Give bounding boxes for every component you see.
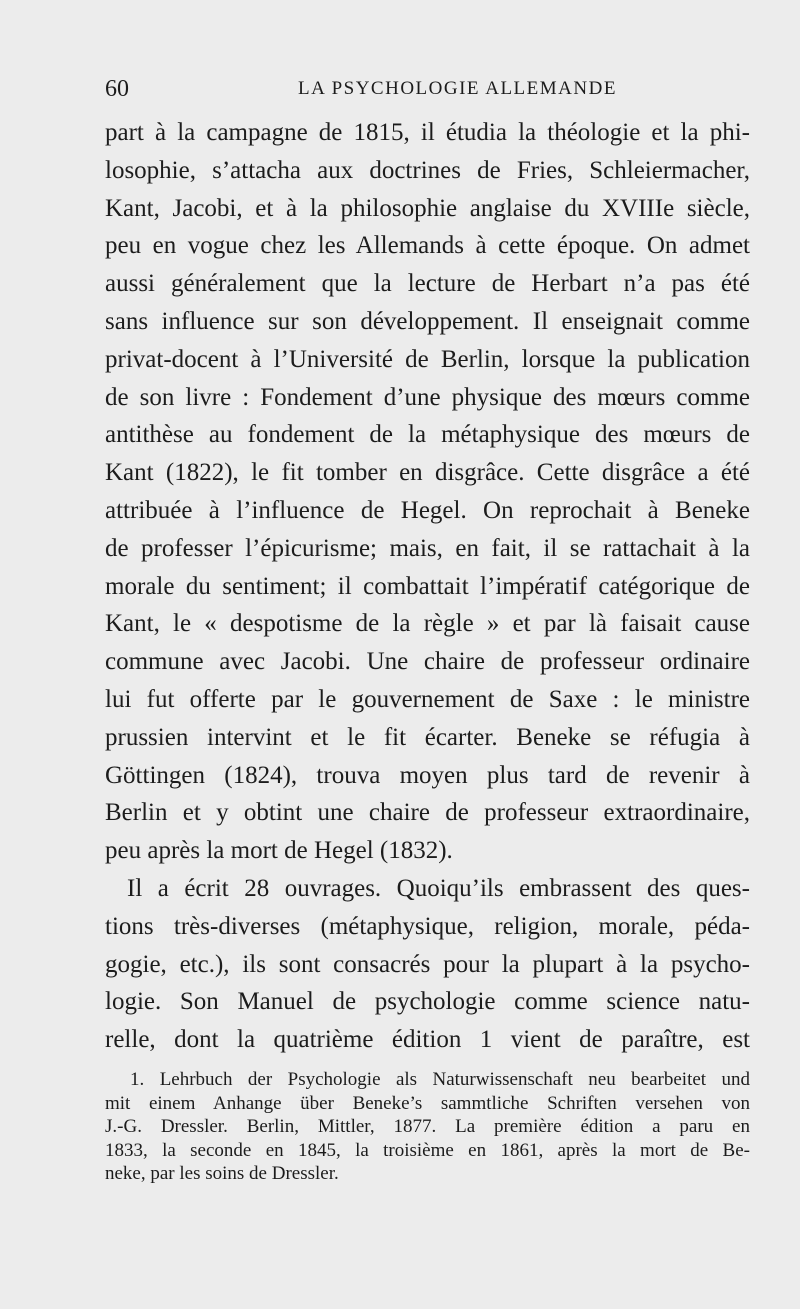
text-line: Göttingen (1824), trouva moyen plus tard de revenir à: [105, 761, 750, 789]
text-line: de son livre : Fondement d’une physique des mœurs comme: [105, 383, 750, 411]
page-header: [105, 72, 750, 106]
text-line: aussi généralement que la lecture de Herbart n’a pas été: [105, 270, 750, 298]
footnote-line: 1833, la seconde en 1845, la troisième en 1861, après la mort de Be-: [105, 1139, 750, 1161]
text-line: sans influence sur son développement. Il enseignait comme: [105, 307, 750, 335]
text-line: Berlin et y obtint une chaire de professeur extraordinaire,: [105, 799, 750, 827]
text-line: commune avec Jacobi. Une chaire de professeur ordinaire: [105, 648, 750, 676]
footnote-line: mit einem Anhange über Beneke’s sammtliche Schriften versehen von: [105, 1092, 750, 1114]
text-line: de professer l’épicurisme; mais, en fait, il se rattachait à la: [105, 534, 750, 562]
running-title: LA PSYCHOLOGIE ALLEMANDE: [298, 78, 617, 99]
footnote-line: J.-G. Dressler. Berlin, Mittler, 1877. La première édition a paru en: [105, 1116, 750, 1137]
text-line: tions très-diverses (métaphysique, religion, morale, péda-: [105, 912, 750, 940]
footnote-line: neke, par les soins de Dressler.: [105, 1163, 339, 1184]
text-line: Kant, le « despotisme de la règle » et par là faisait cause: [105, 610, 750, 638]
text-line: losophie, s’attacha aux doctrines de Fries, Schleiermacher,: [105, 156, 750, 184]
text-line: lui fut offerte par le gouvernement de Saxe : le ministre: [105, 685, 750, 713]
text-line: gogie, etc.), ils sont consacrés pour la plupart à la psycho-: [105, 950, 750, 978]
text-line: part à la campagne de 1815, il étudia la théologie et la phi-: [105, 119, 750, 146]
text-line: privat-docent à l’Université de Berlin, lorsque la publication: [105, 345, 750, 373]
text-line: morale du sentiment; il combattait l’impératif catégorique de: [105, 572, 750, 600]
text-line: peu après la mort de Hegel (1832).: [105, 837, 453, 865]
body-text: [105, 114, 750, 1059]
text-line: prussien intervint et le fit écarter. Beneke se réfugia à: [105, 723, 750, 751]
text-line: Kant, Jacobi, et à la philosophie anglaise du XVIIIe siècle,: [105, 194, 750, 222]
text-line: logie. Son Manuel de psychologie comme science natu-: [105, 988, 750, 1016]
text-line: antithèse au fondement de la métaphysique des mœurs de: [105, 421, 750, 449]
page-number: 60: [105, 76, 129, 102]
text-line: attribuée à l’influence de Hegel. On reprochait à Beneke: [105, 496, 750, 524]
text-line: Il a écrit 28 ouvrages. Quoiqu’ils embrassent des ques-: [127, 874, 750, 902]
text-line: Kant (1822), le fit tomber en disgrâce. Cette disgrâce a été: [105, 459, 750, 487]
footnotes: [105, 1068, 750, 1186]
text-line: relle, dont la quatrième édition 1 vient de paraître, est: [105, 1026, 750, 1054]
footnote-line: 1. Lehrbuch der Psychologie als Naturwissenschaft neu bearbeitet und: [130, 1069, 750, 1090]
text-line: peu en vogue chez les Allemands à cette époque. On admet: [105, 232, 750, 260]
